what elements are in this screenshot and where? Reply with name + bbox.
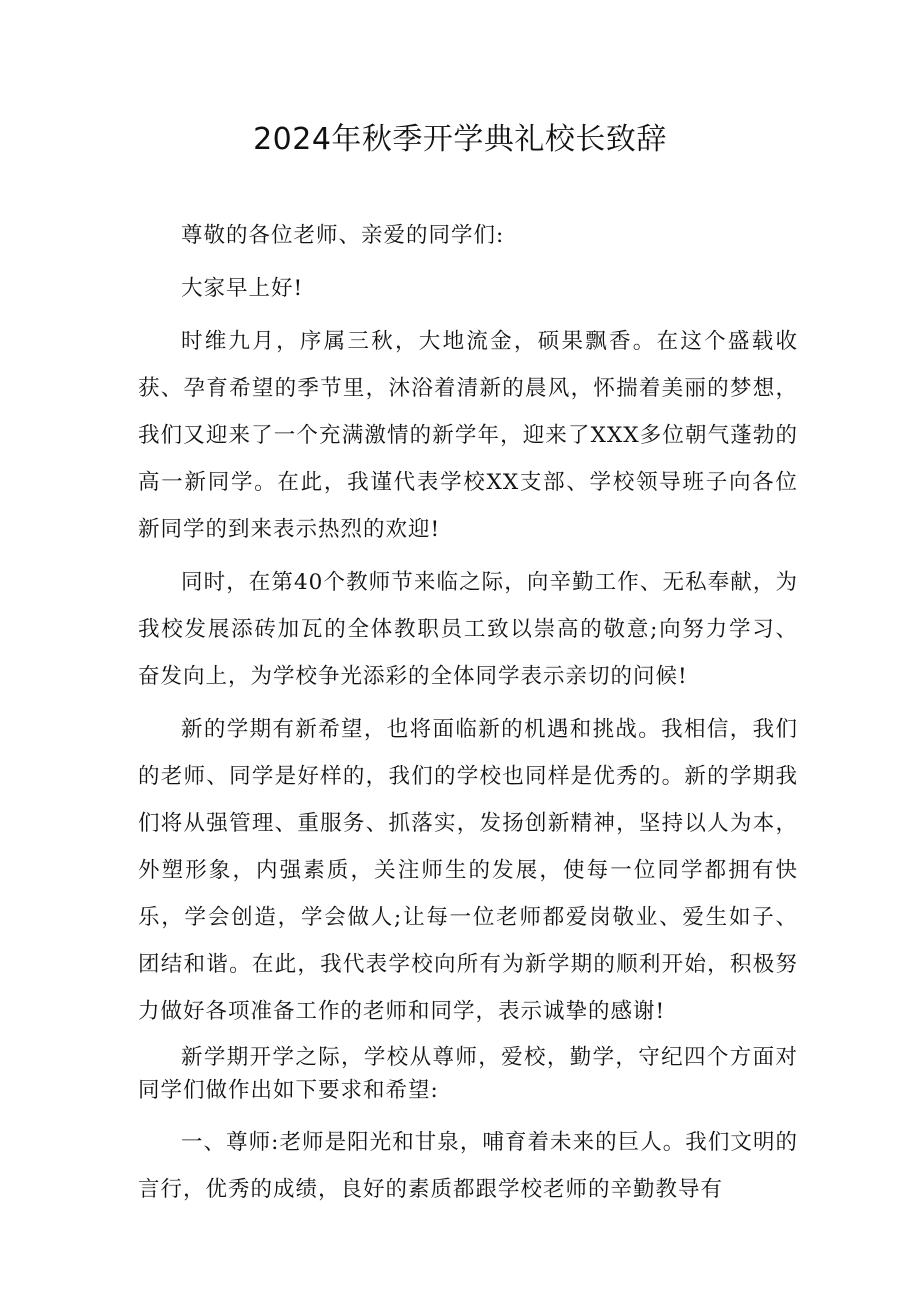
document-body — [138, 212, 798, 1213]
greeting: 大家早上好! — [181, 276, 304, 301]
paragraph-new-semester: 新的学期有新希望，也将面临新的机遇和挑战。我相信，我们的老师、同学是好样的，我们的学校也同样是优秀的。新的学期我们将从强管理、重服务、抓落实，发扬创新精神，坚持以人为本，外塑形象，内强素质，关注师生的发展，使每一位同学都拥有快乐，学会创造，学会做人;让每一位老师都爱岗敬业、爱生如子、团结和谐。在此，我代表学校向所有为新学期的顺利开始，积极努力做好各项准备工作的老师和同学，表示诚挚的感谢! — [138, 717, 798, 1024]
paragraph-welcome: 时维九月，序属三秋，大地流金，硕果飘香。在这个盛载收获、孕育希望的季节里，沐浴着清新的晨风，怀揣着美丽的梦想，我们又迎来了一个充满激情的新学年，迎来了XXX多位朝气蓬勃的高一新同学。在此，我谨代表学校XX支部、学校领导班子向各位新同学的到来表示热烈的欢迎! — [138, 329, 798, 542]
paragraph-teachers-day: 同时，在第40个教师节来临之际，向辛勤工作、无私奉献，为我校发展添砖加瓦的全体教职员工致以崇高的敬意;向努力学习、奋发向上，为学校争光添彩的全体同学表示亲切的问候! — [138, 570, 798, 689]
paragraph-respect-teachers: 一、尊师:老师是阳光和甘泉，哺育着未来的巨人。我们文明的言行，优秀的成绩，良好的素质都跟学校老师的辛勤教导有 — [138, 1130, 798, 1202]
paragraph-requirements-intro: 新学期开学之际，学校从尊师，爱校，勤学，守纪四个方面对同学们做作出如下要求和希望: — [138, 1045, 798, 1103]
salutation: 尊敬的各位老师、亲爱的同学们: — [181, 223, 505, 248]
document-title: 2024年秋季开学典礼校长致辞 — [253, 122, 667, 157]
